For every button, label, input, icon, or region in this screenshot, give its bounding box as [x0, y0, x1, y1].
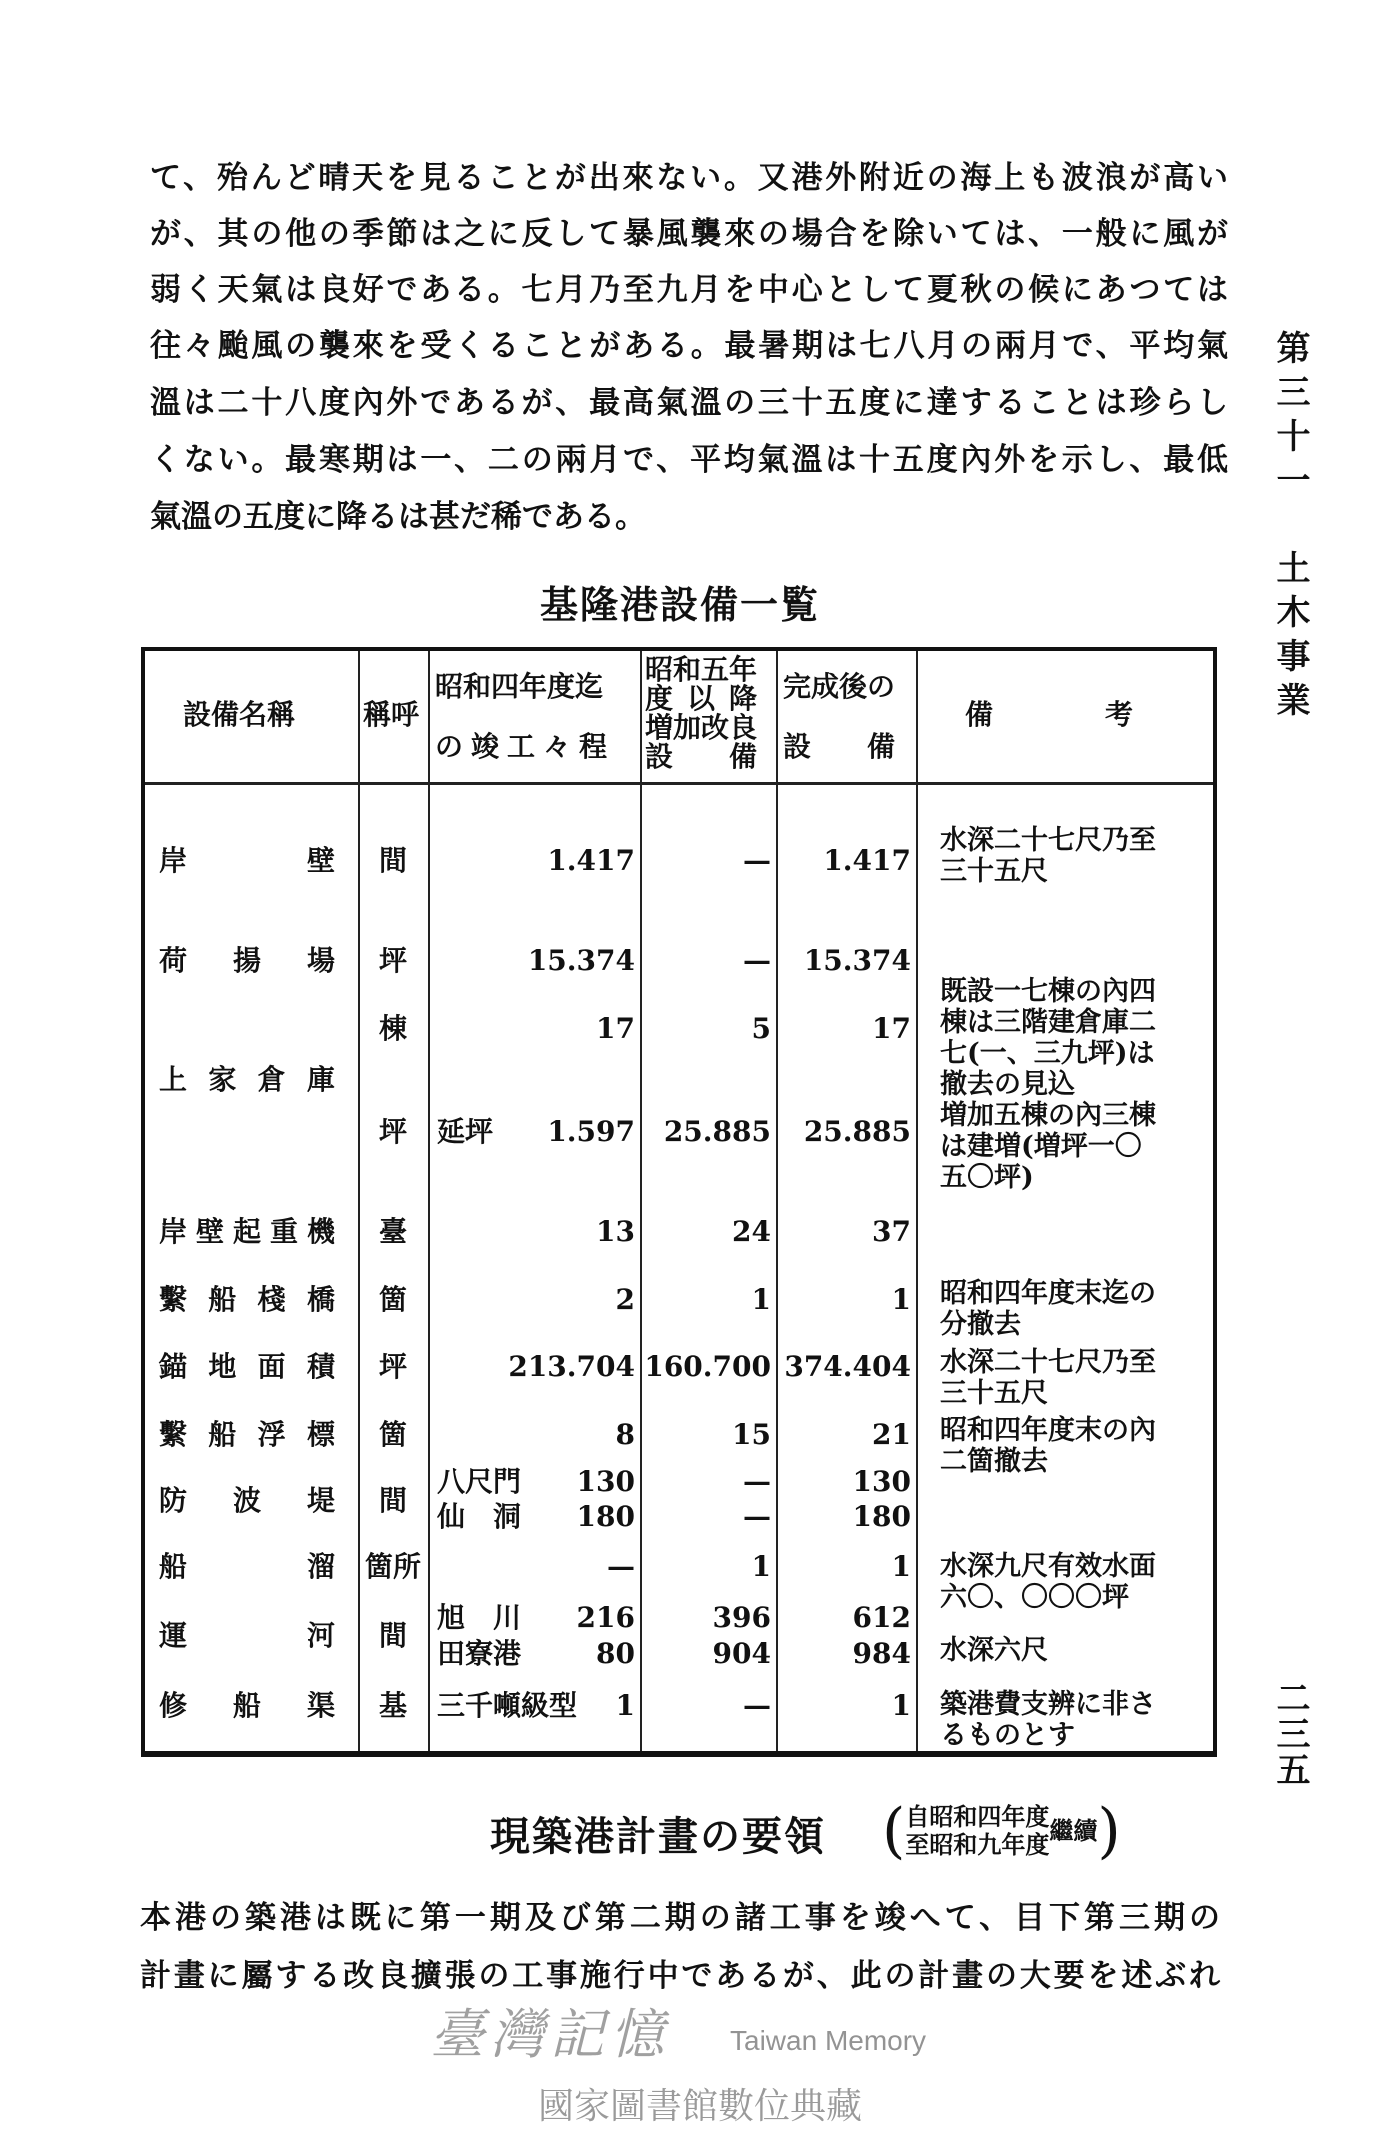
final-value: 612	[852, 1601, 911, 1634]
completed-value: 15.374	[527, 944, 635, 977]
additional-value: 1	[751, 1550, 771, 1583]
additional-value: —	[743, 944, 771, 977]
remark-line: は建増(増坪一〇	[940, 1131, 1142, 1162]
additional-value: 396	[712, 1601, 771, 1634]
facilities-table	[141, 647, 1217, 1757]
close-bracket: )	[1097, 1796, 1121, 1866]
final-value: 130	[852, 1465, 911, 1498]
remark	[940, 1635, 1210, 1666]
completed-value: —	[607, 1550, 635, 1583]
final-value: 1	[891, 1689, 911, 1722]
remark-line: 水深二十七尺乃至	[940, 825, 1156, 856]
facility-name: 岸壁起重機	[159, 1215, 335, 1248]
remark-line: 水深六尺	[940, 1635, 1048, 1666]
header-unit: 稱呼	[363, 698, 420, 731]
remark-line: 水深九尺有效水面	[940, 1551, 1156, 1582]
paragraph-line: て、殆んど晴天を見ることが出來ない。又港外附近の海上も波浪が高い	[150, 160, 1228, 196]
unit: 基	[378, 1689, 407, 1722]
sub-label: 三千噸級型	[437, 1689, 578, 1722]
additional-value: 25.885	[663, 1115, 771, 1148]
completed-value: 180	[576, 1500, 635, 1533]
header-c1-line2: の竣工々程	[435, 730, 616, 763]
remark-line: 三十五尺	[940, 1378, 1048, 1409]
column-divider	[916, 651, 918, 1751]
paragraph-line: くない。最寒期は一、二の兩月で、平均氣溫は十五度內外を示し、最低	[150, 442, 1228, 478]
header-divider	[145, 782, 1213, 785]
unit: 棟	[378, 1012, 407, 1045]
final-value: 374.404	[784, 1350, 911, 1383]
additional-value: —	[743, 1500, 771, 1533]
final-value: 180	[852, 1500, 911, 1533]
final-value: 984	[852, 1637, 911, 1670]
remark-line: 五〇坪)	[940, 1162, 1034, 1193]
final-value: 1	[891, 1283, 911, 1316]
remark-line: 六〇、〇〇〇坪	[940, 1582, 1129, 1613]
facility-name: 繫船浮標	[159, 1418, 335, 1451]
remark-line: 三十五尺	[940, 856, 1048, 887]
additional-value: 160.700	[644, 1350, 771, 1383]
header-c3-line1: 完成後の	[783, 670, 896, 703]
unit: 間	[378, 844, 407, 877]
completed-value: 8	[615, 1418, 635, 1451]
footer-archive-label: 國家圖書館數位典藏	[537, 2086, 862, 2127]
header-c1-line1: 昭和四年度迄	[435, 670, 604, 703]
completed-value: 130	[576, 1465, 635, 1498]
remark-line: 撤去の見込	[940, 1069, 1075, 1100]
final-value: 17	[872, 1012, 911, 1045]
remark-line: 既設一七棟の內四	[940, 976, 1156, 1007]
remark-line: 昭和四年度末迄の	[940, 1278, 1156, 1309]
facility-name: 繫船棧橋	[159, 1283, 335, 1316]
period-note: 繼續	[1049, 1816, 1098, 1845]
period-from: 自昭和四年度	[905, 1802, 1050, 1831]
sub-label: 八尺門	[437, 1465, 522, 1498]
column-divider	[640, 651, 642, 1751]
facility-name: 船溜	[159, 1550, 335, 1583]
additional-value: 24	[732, 1215, 771, 1248]
final-value: 21	[872, 1418, 911, 1451]
paragraph-line: 計畫に屬する改良擴張の工事施行中であるが、此の計畫の大要を述ぶれ	[140, 1958, 1220, 1994]
facility-name: 岸壁	[159, 844, 335, 877]
additional-value: —	[743, 1689, 771, 1722]
completed-value: 1.597	[547, 1115, 635, 1148]
remark	[940, 1278, 1210, 1340]
header-remarks: 備 考	[965, 698, 1134, 731]
completed-value: 2	[615, 1283, 635, 1316]
final-value: 37	[872, 1215, 911, 1248]
unit: 坪	[378, 944, 407, 977]
period-to: 至昭和九年度	[905, 1830, 1050, 1859]
unit: 間	[378, 1619, 407, 1652]
facility-name: 修船渠	[159, 1689, 335, 1722]
remark-line: るものとす	[940, 1720, 1075, 1751]
remark-line: 二箇撤去	[940, 1446, 1048, 1477]
paragraph-line: 本港の築港は既に第一期及び第二期の諸工事を竣へて、目下第三期の	[140, 1900, 1220, 1936]
header-name: 設備名稱	[183, 698, 296, 731]
remark-line: 棟は三階建倉庫二	[940, 1007, 1156, 1038]
remark	[940, 1347, 1210, 1409]
paragraph-line: 往々颱風の襲來を受くることがある。最暑期は七八月の兩月で、平均氣	[150, 328, 1228, 364]
paragraph-line: 弱く天氣は良好である。七月乃至九月を中心として夏秋の候にあつては	[150, 272, 1228, 308]
remark	[940, 1551, 1210, 1613]
remark-line: 水深二十七尺乃至	[940, 1347, 1156, 1378]
facility-name: 荷揚場	[159, 944, 335, 977]
watermark-logo: 臺灣記憶	[430, 2003, 670, 2066]
unit: 坪	[378, 1350, 407, 1383]
remark-line: 昭和四年度末の內	[940, 1415, 1156, 1446]
remark-line: 増加五棟の內三棟	[940, 1100, 1156, 1131]
paragraph-line: 氣溫の五度に降るは甚だ稀である。	[150, 499, 646, 535]
final-value: 1.417	[823, 844, 911, 877]
remark	[940, 976, 1210, 1193]
section-period	[882, 1796, 1121, 1866]
remark-line: 築港費支辨に非さ	[940, 1689, 1156, 1720]
page-number: 二三五	[1270, 1680, 1310, 1788]
unit: 箇	[378, 1283, 407, 1316]
table-title: 基隆港設備一覧	[539, 582, 820, 627]
facility-name: 上家倉庫	[159, 1063, 335, 1096]
remark	[940, 1689, 1210, 1751]
completed-value: 213.704	[508, 1350, 635, 1383]
sub-label: 延坪	[437, 1115, 494, 1148]
sub-label: 旭 川	[437, 1601, 522, 1634]
facility-name: 防波堤	[159, 1484, 335, 1517]
unit: 間	[378, 1484, 407, 1517]
completed-value: 80	[596, 1637, 635, 1670]
section-title: 現築港計畫の要領	[490, 1813, 826, 1860]
unit: 坪	[378, 1115, 407, 1148]
additional-value: 904	[712, 1637, 771, 1670]
facility-name: 錨地面積	[159, 1350, 335, 1383]
header-c2-line3: 増加改良	[645, 711, 758, 744]
sub-label: 仙 洞	[437, 1500, 522, 1533]
unit: 箇	[378, 1418, 407, 1451]
header-c2-line4: 設 備	[645, 740, 758, 773]
column-divider	[428, 651, 430, 1751]
remark	[940, 1415, 1210, 1477]
period-range	[905, 1803, 1049, 1859]
open-bracket: (	[882, 1796, 906, 1866]
remark	[940, 825, 1210, 887]
header-c2-line1: 昭和五年	[645, 653, 758, 686]
completed-value: 1.417	[547, 844, 635, 877]
final-value: 25.885	[803, 1115, 911, 1148]
watermark-subtext: Taiwan Memory	[730, 2025, 927, 2056]
final-value: 1	[891, 1550, 911, 1583]
paragraph-line: が、其の他の季節は之に反して暴風襲來の場合を除いては、一般に風が	[150, 216, 1228, 252]
completed-value: 1	[615, 1689, 635, 1722]
remark-line: 七(一、三九坪)は	[940, 1038, 1155, 1069]
additional-value: 1	[751, 1283, 771, 1316]
additional-value: —	[743, 844, 771, 877]
remark-line: 分撤去	[940, 1309, 1021, 1340]
completed-value: 17	[596, 1012, 635, 1045]
additional-value: —	[743, 1465, 771, 1498]
unit: 臺	[378, 1215, 407, 1248]
facility-name: 運河	[159, 1619, 335, 1652]
column-divider	[358, 651, 360, 1751]
column-divider	[776, 651, 778, 1751]
sub-label: 田寮港	[437, 1637, 522, 1670]
additional-value: 5	[751, 1012, 771, 1045]
additional-value: 15	[732, 1418, 771, 1451]
header-c2-line2: 度以降	[645, 682, 772, 715]
final-value: 15.374	[803, 944, 911, 977]
completed-value: 13	[596, 1215, 635, 1248]
unit: 箇所	[364, 1550, 421, 1583]
paragraph-line: 溫は二十八度內外であるが、最高氣溫の三十五度に達することは珍らし	[150, 385, 1228, 421]
side-chapter-header: 第三十一 土木事業	[1270, 330, 1310, 726]
header-c3-line2: 設 備	[783, 730, 896, 763]
completed-value: 216	[576, 1601, 635, 1634]
